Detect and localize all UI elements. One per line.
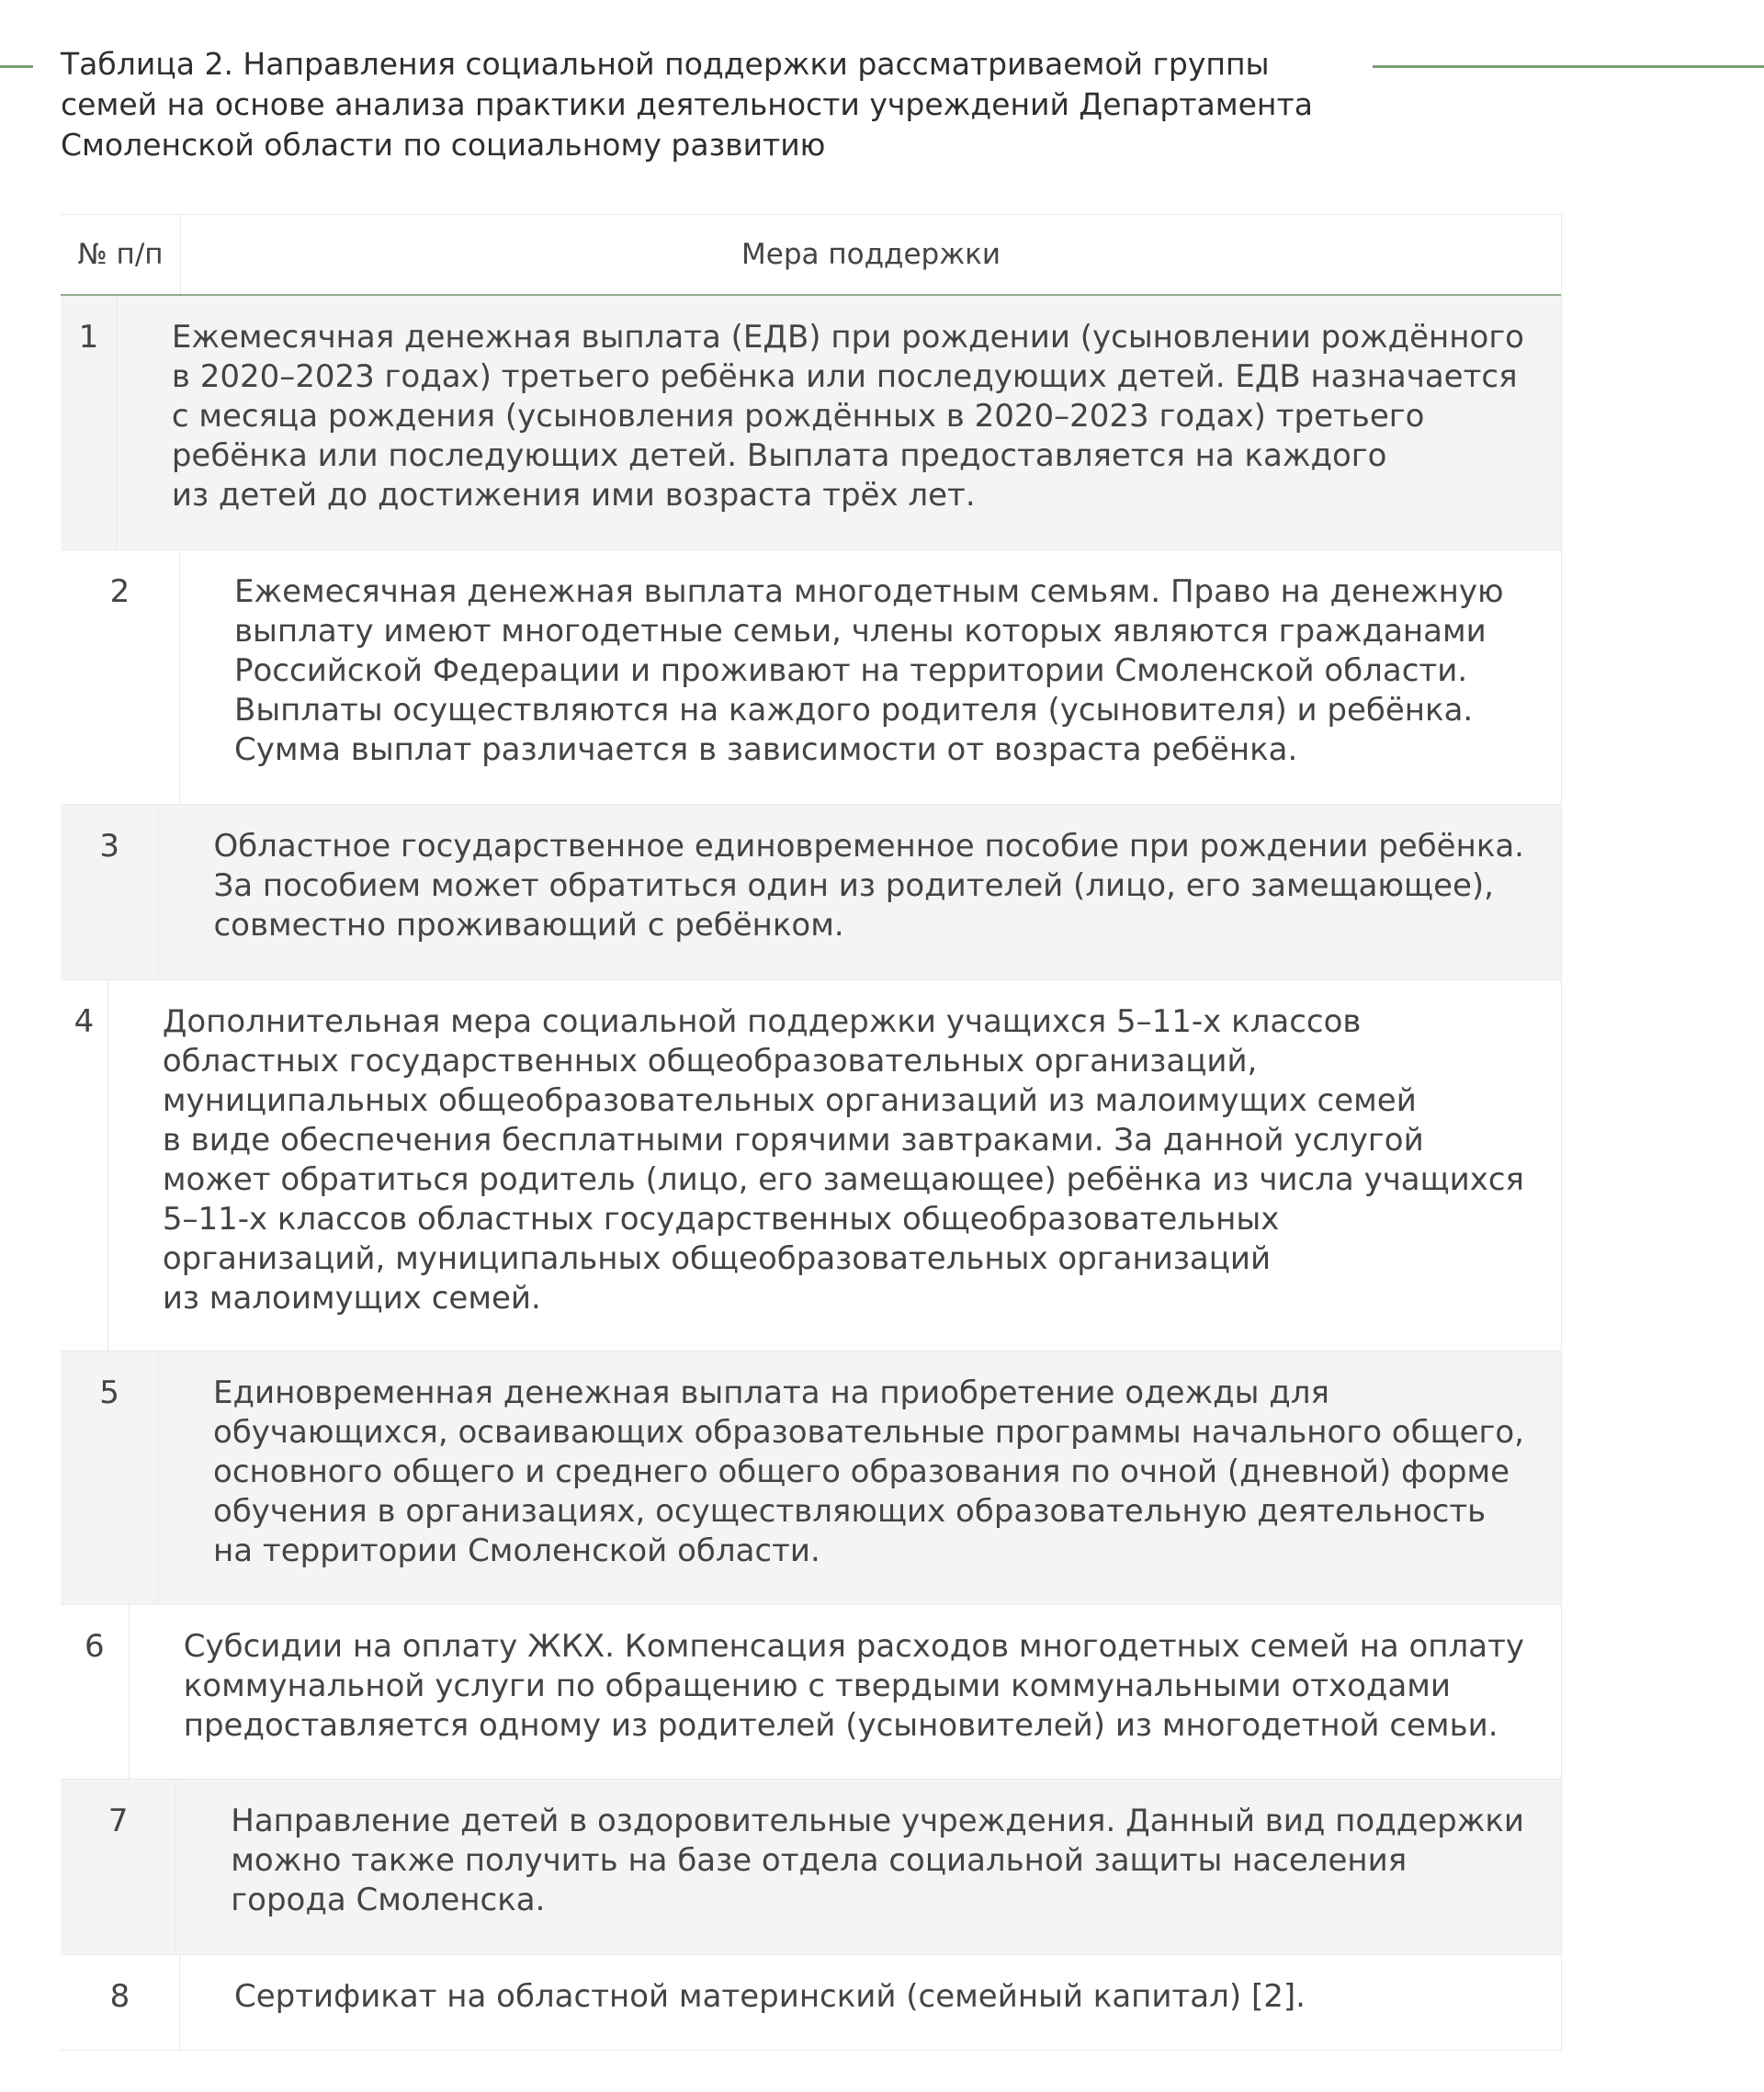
table-row: [61, 1605, 1561, 1780]
row-text-line: с месяца рождения (усыновления рождённых в 2020–2023 годах) третьего: [171, 398, 1425, 435]
row-text-line: областных государственных общеобразовательных организаций,: [162, 1043, 1258, 1080]
row-text: [176, 1780, 1561, 1954]
row-text-line: Сумма выплат различается в зависимости от возраста ребёнка.: [234, 731, 1298, 768]
header-number: № п/п: [61, 215, 181, 294]
row-text-line: Единовременная денежная выплата на приобретение одежды для: [213, 1374, 1329, 1411]
row-number: 4: [61, 980, 108, 1351]
table-row: [61, 296, 1561, 550]
table-row: [61, 980, 1561, 1351]
header-measure: Мера поддержки: [741, 238, 1001, 271]
row-text-line: в 2020–2023 годах) третьего ребёнка или последующих детей. ЕДВ назначается: [171, 358, 1518, 395]
table-row: [61, 1351, 1561, 1605]
row-text: [159, 805, 1561, 979]
table-caption: [61, 44, 1313, 165]
row-text-line: Дополнительная мера социальной поддержки учащихся 5–11-х классов: [162, 1003, 1362, 1040]
row-text-line: Субсидии на оплату ЖКХ. Компенсация расходов многодетных семей на оплату: [183, 1628, 1524, 1665]
row-text-line: ребёнка или последующих детей. Выплата предоставляется на каждого: [171, 437, 1387, 474]
row-text-line: Ежемесячная денежная выплата (ЕДВ) при рождении (усыновлении рождённого: [171, 319, 1524, 356]
row-text: [159, 1351, 1561, 1604]
row-number: 1: [61, 296, 118, 549]
table-row: [61, 805, 1561, 980]
decorative-rule-left: [0, 65, 33, 68]
row-number: 3: [61, 805, 159, 979]
row-text-line: обучающихся, осваивающих образовательные программы начального общего,: [213, 1414, 1524, 1451]
row-number: 6: [61, 1605, 130, 1779]
row-text-line: в виде обеспечения бесплатными горячими завтраками. За данной услугой: [162, 1122, 1424, 1159]
row-text-line: коммунальной услуги по обращению с твердыми коммунальными отходами: [183, 1668, 1452, 1704]
caption-line: Таблица 2. Направления социальной поддержки рассматриваемой группы: [61, 46, 1270, 82]
row-text-line: можно также получить на базе отдела социальной защиты населения: [231, 1842, 1408, 1879]
table-row: [61, 1780, 1561, 1955]
row-text-line: может обратиться родитель (лицо, его замещающее) ребёнка из числа учащихся: [162, 1161, 1524, 1198]
row-text-line: Направление детей в оздоровительные учреждения. Данный вид поддержки: [231, 1803, 1524, 1839]
row-number: 5: [61, 1351, 159, 1604]
row-text: [180, 1955, 1561, 2050]
row-text: [130, 1605, 1561, 1779]
row-text-line: Выплаты осуществляются на каждого родителя (усыновителя) и ребёнка.: [234, 692, 1474, 729]
support-measures-table: [61, 214, 1562, 2051]
caption-line: семей на основе анализа практики деятельности учреждений Департамента: [61, 86, 1313, 122]
row-text-line: предоставляется одному из родителей (усыновителей) из многодетной семьи.: [183, 1707, 1498, 1744]
row-text-line: на территории Смоленской области.: [213, 1532, 820, 1569]
row-number: 2: [61, 550, 180, 804]
row-text-line: Сертификат на областной материнский (семейный капитал) [2].: [234, 1978, 1306, 2015]
row-text-line: основного общего и среднего общего образования по очной (дневной) форме: [213, 1453, 1510, 1490]
row-text-line: 5–11-х классов областных государственных общеобразовательных: [162, 1201, 1280, 1238]
row-text-line: муниципальных общеобразовательных организаций из малоимущих семей: [162, 1082, 1417, 1119]
row-text: [108, 980, 1561, 1351]
row-text-line: обучения в организациях, осуществляющих образовательную деятельность: [213, 1493, 1487, 1530]
row-number: 8: [61, 1955, 180, 2050]
decorative-rule-right: [1373, 65, 1764, 68]
row-text-line: выплату имеют многодетные семьи, члены которых являются гражданами: [234, 613, 1487, 650]
row-text-line: из малоимущих семей.: [162, 1280, 541, 1317]
row-text-line: Ежемесячная денежная выплата многодетным семьям. Право на денежную: [234, 573, 1504, 610]
row-text: [118, 296, 1561, 549]
row-text-line: За пособием может обратиться один из родителей (лицо, его замещающее),: [213, 867, 1494, 904]
row-text-line: Областное государственное единовременное пособие при рождении ребёнка.: [213, 828, 1524, 865]
row-text-line: города Смоленска.: [231, 1882, 546, 1918]
row-text-line: из детей до достижения ими возраста трёх лет.: [171, 477, 976, 514]
row-number: 7: [61, 1780, 176, 1954]
caption-line: Смоленской области по социальному развитию: [61, 127, 826, 163]
table-row: [61, 1955, 1561, 2051]
table-header: [61, 215, 1561, 296]
row-text-line: организаций, муниципальных общеобразовательных организаций: [162, 1240, 1272, 1277]
row-text-line: Российской Федерации и проживают на территории Смоленской области.: [234, 652, 1468, 689]
row-text-line: совместно проживающий с ребёнком.: [213, 907, 844, 944]
row-text: [180, 550, 1561, 804]
table-row: [61, 550, 1561, 805]
